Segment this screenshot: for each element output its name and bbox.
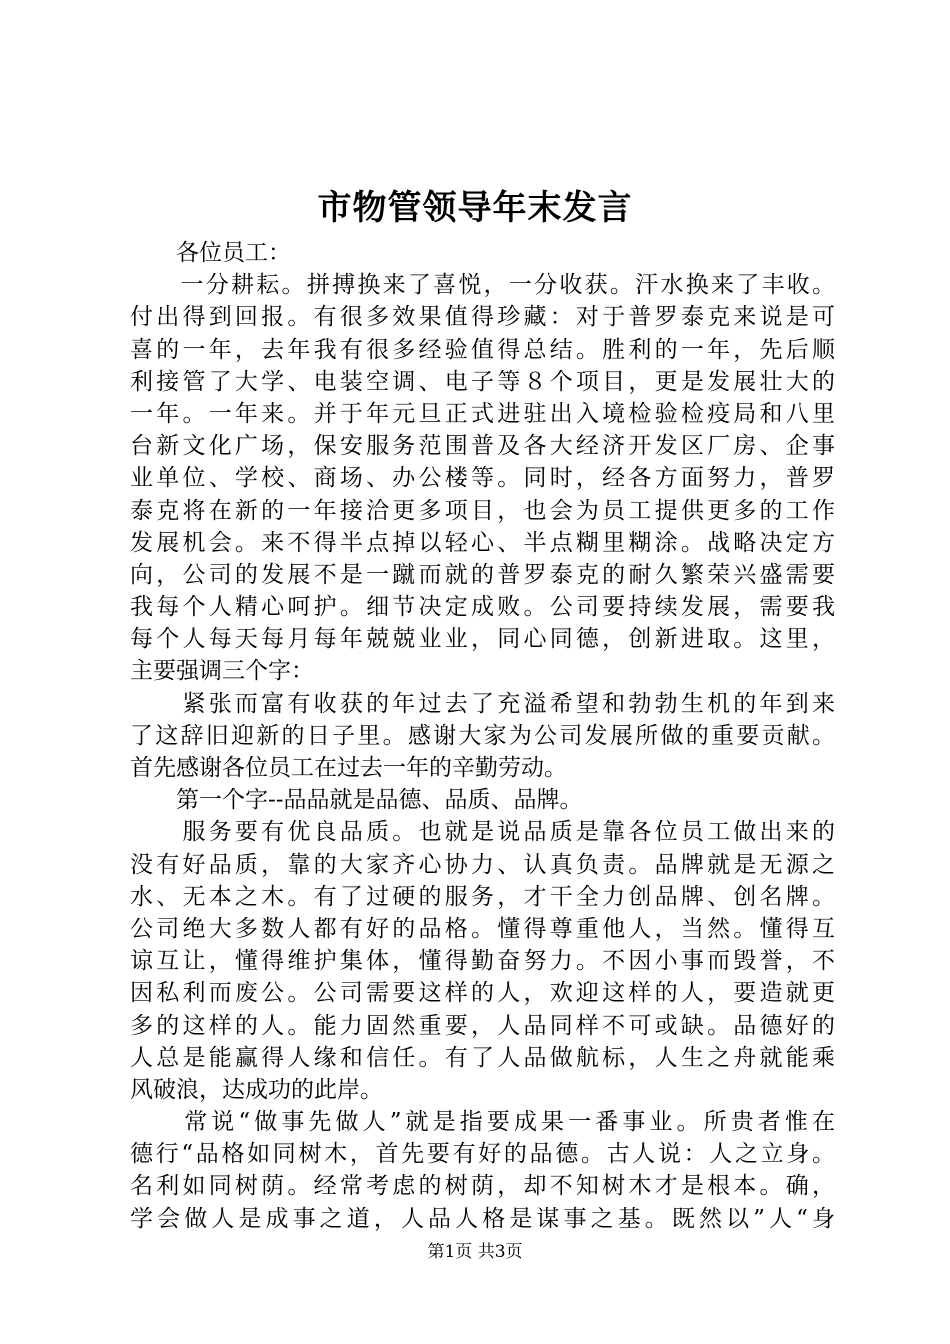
text-line: 常说“做事先做人”就是指要成果一番事业。所贵者惟在 [130,1109,835,1136]
text-line: 我每个人精心呵护。细节决定成败。公司要持续发展，需要我 [130,594,835,621]
page-title: 市物管领导年末发言 [317,188,633,228]
text-line: 各位员工： [130,240,291,266]
document-body [130,237,835,1235]
text-line: 谅互让，懂得维护集体，懂得勤奋努力。不因小事而毁誉，不 [130,948,835,975]
text-line: 人总是能赢得人缘和信任。有了人品做航标，人生之舟就能乘 [130,1044,835,1071]
text-line: 主要强调三个字： [130,658,314,685]
text-line: 喜的一年，去年我有很多经验值得总结。胜利的一年，先后顺 [130,336,835,363]
text-line: 付出得到回报。有很多效果值得珍藏：对于普罗泰克来说是可 [130,304,835,331]
text-line: 风破浪，达成功的此岸。 [130,1076,383,1103]
text-line: 了这辞旧迎新的日子里。感谢大家为公司发展所做的重要贡献。 [130,722,835,749]
page-footer: 第1页 共3页 [427,1242,523,1262]
text-line: 学会做人是成事之道，人品人格是谋事之基。既然以”人“身 [130,1205,835,1232]
text-line: 利接管了大学、电装空调、电子等８个项目，更是发展壮大的 [130,368,835,395]
text-line: 台新文化广场，保安服务范围普及各大经济开发区厂房、企事 [130,433,835,460]
text-line: 首先感谢各位员工在过去一年的辛勤劳动。 [130,755,567,781]
text-line: 一年。一年来。并于年元旦正式进驻出入境检验检疫局和八里 [130,400,835,427]
text-line: 每个人每天每月每年兢兢业业，同心同德，创新进取。这里， [130,626,835,653]
text-line: 一分耕耘。拼搏换来了喜悦，一分收获。汗水换来了丰收。 [130,272,835,299]
text-line: 服务要有优良品质。也就是说品质是靠各位员工做出来的 [130,819,835,846]
text-line: 公司绝大多数人都有好的品格。懂得尊重他人，当然。懂得互 [130,915,835,942]
text-line: 没有好品质，靠的大家齐心协力、认真负责。品牌就是无源之 [130,851,835,878]
text-line: 名利如同树荫。经常考虑的树荫，却不知树木才是根本。确， [130,1173,835,1200]
text-line: 多的这样的人。能力固然重要，人品同样不可或缺。品德好的 [130,1012,835,1039]
text-line: 因私利而废公。公司需要这样的人，欢迎这样的人，要造就更 [130,980,835,1007]
text-line: 紧张而富有收获的年过去了充溢希望和勃勃生机的年到来 [130,690,835,717]
text-line: 业单位、学校、商场、办公楼等。同时，经各方面努力，普罗 [130,465,835,492]
text-line: 发展机会。来不得半点掉以轻心、半点糊里糊涂。战略决定方 [130,529,835,556]
text-line: 德行“品格如同树木，首先要有好的品德。古人说：人之立身。 [130,1141,835,1168]
text-line: 第一个字--品品就是品德、品质、品牌。 [130,787,583,814]
text-line: 泰克将在新的一年接洽更多项目，也会为员工提供更多的工作 [130,497,835,524]
text-line: 向，公司的发展不是一蹴而就的普罗泰克的耐久繁荣兴盛需要 [130,561,835,588]
text-line: 水、无本之木。有了过硬的服务，才干全力创品牌、创名牌。 [130,883,835,910]
